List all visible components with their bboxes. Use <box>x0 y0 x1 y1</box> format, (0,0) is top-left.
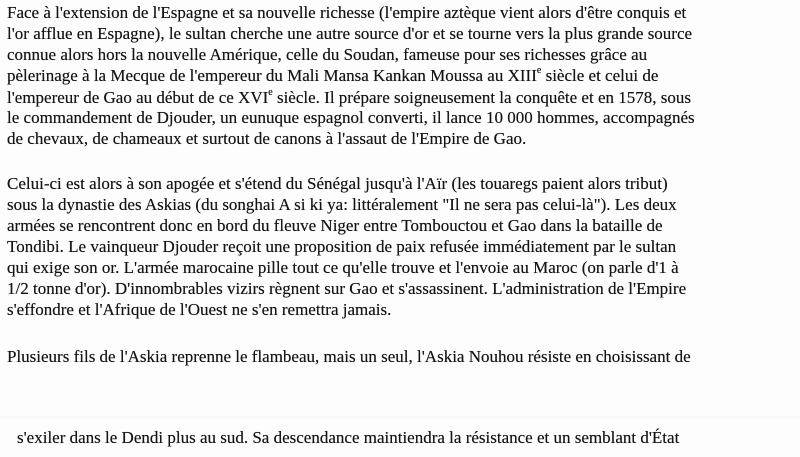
paragraph2-line3: armées se rencontrent donc en bord du fleuve Niger entre Tombouctou et Gao dans la bataille de <box>7 216 663 235</box>
paragraph1-line7: de chevaux, de chameaux et surtout de canons à l'assaut de l'Empire de Gao. <box>7 129 527 148</box>
paragraph2-line2: sous la dynastie des Askias (du songhai A si ki ya: littéralement "Il ne sera pas celui-là"). Les deux <box>7 195 677 214</box>
paragraph1-line4-tail: siècle et celui de <box>541 66 659 85</box>
paragraph1-line4 <box>7 66 658 86</box>
paragraph3-line1: Plusieurs fils de l'Askia reprenne le flambeau, mais un seul, l'Askia Nouhou résiste en choisissant de <box>7 347 691 366</box>
page-break-gap <box>0 414 800 420</box>
paragraph1-line3: connue alors hors la nouvelle Amérique, celle du Soudan, fameuse pour ses richesses grâce au <box>7 45 648 64</box>
paragraph1-line4-text: pèlerinage à la Mecque de l'empereur du Mali Mansa Kankan Moussa au XIII <box>7 66 537 85</box>
paragraph1-line2: l'or afflue en Espagne), le sultan cherche une autre source d'or et se tourne vers la plus grande source <box>7 24 693 43</box>
paragraph3-line2: s'exiler dans le Dendi plus au sud. Sa descendance maintiendra la résistance et un semblant d'État <box>17 428 680 447</box>
paragraph2-line7: s'effondre et l'Afrique de l'Ouest ne s'en remettra jamais. <box>7 300 392 319</box>
paragraph1-line5 <box>7 88 691 108</box>
paragraph2-line4: Tondibi. Le vainqueur Djouder reçoit une proposition de paix refusée immédiatement par le sultan <box>7 237 677 256</box>
paragraph1-line1: Face à l'extension de l'Espagne et sa nouvelle richesse (l'empire aztèque vient alors d'être conquis et <box>7 3 687 22</box>
paragraph1-line5-text: l'empereur de Gao au début de ce XVI <box>7 88 269 107</box>
paragraph1-line6: le commandement de Djouder, un eunuque espagnol converti, il lance 10 000 hommes, accompagnés <box>7 108 695 127</box>
superscript-e: e <box>536 65 542 77</box>
paragraph2-line6: 1/2 tonne d'or). D'innombrables vizirs règnent sur Gao et s'assassinent. L'administration de l'Empire <box>7 279 687 298</box>
paragraph2-line1: Celui-ci est alors à son apogée et s'étend du Sénégal jusqu'à l'Aïr (les touaregs paient alors tribut) <box>7 174 668 193</box>
paragraph2-line5: qui exige son or. L'armée marocaine pille tout ce qu'elle trouve et l'envoie au Maroc (on parle d'1 à <box>7 258 679 277</box>
paragraph1-line5-tail: siècle. Il prépare soigneusement la conquête et en 1578, sous <box>272 88 691 107</box>
superscript-e: e <box>268 87 273 99</box>
